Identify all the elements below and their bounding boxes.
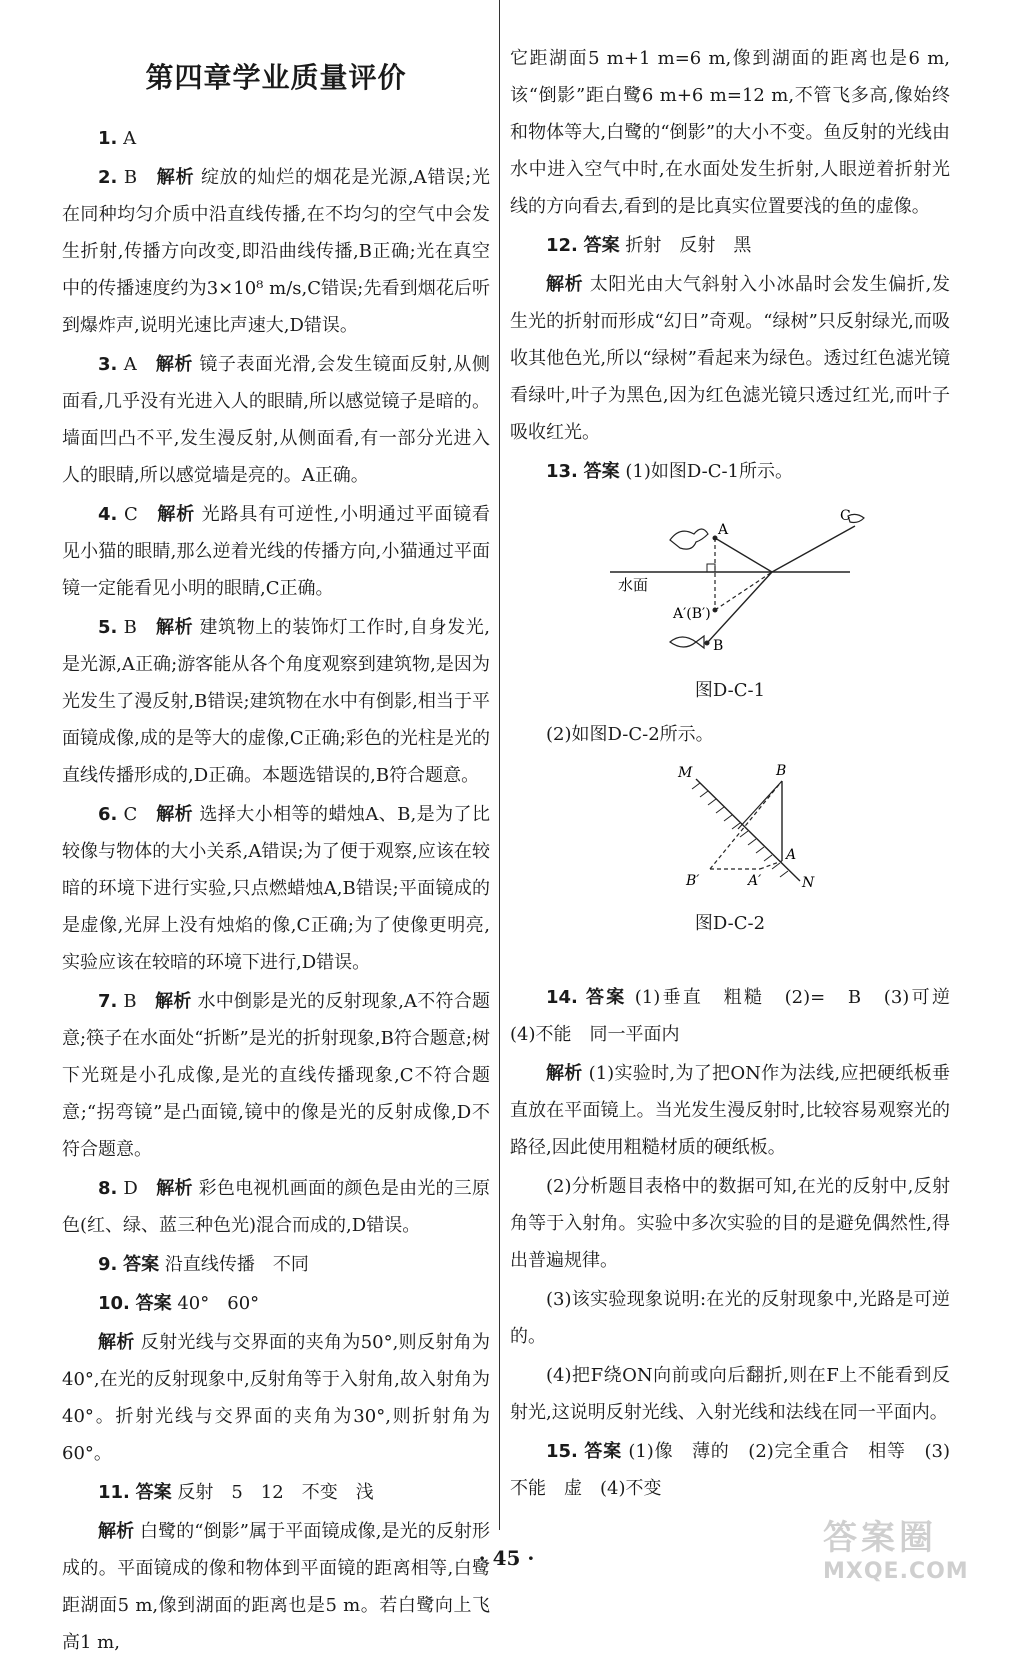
answer-text: (1)垂直 粗糙 (2)= B (3)可逆 (4)不能 同一平面内 xyxy=(510,987,968,1045)
answer-text: (3)该实验现象说明:在光的反射现象中,光路是可逆的。 xyxy=(510,1289,950,1347)
question-number: 7. xyxy=(98,991,118,1012)
answer-item xyxy=(62,1285,490,1322)
answer-text: (1)实验时,为了把ON作为法线,应把硬纸板垂直放在平面镜上。当光发生漫反射时,比较容易观察光的路径,因此使用粗糙材质的硬纸板。 xyxy=(510,1063,951,1158)
fig1-label-c: C xyxy=(840,508,851,524)
answer-item xyxy=(62,609,490,794)
keyword-label: 答案 xyxy=(123,1254,160,1275)
fig1-water-label: 水面 xyxy=(618,576,649,594)
choice-letter: B xyxy=(123,167,138,188)
answer-item xyxy=(62,496,490,607)
answer-text: 选择大小相等的蜡烛A、B,是为了比较像与物体的大小关系,A错误;为了便于观察,应该在较暗的环境下进行实验,只点燃蜡烛A,B错误;平面镜成的是虚像,光屏上没有烛焰的像,C正确;为了使像更明亮,实验应该在较暗的环境下进行,D错误。 xyxy=(62,804,490,973)
answer-item xyxy=(510,1281,950,1355)
answer-item xyxy=(510,1055,950,1166)
answer-item xyxy=(510,1433,950,1507)
answer-text: 绽放的灿烂的烟花是光源,A错误;光在同种均匀介质中沿直线传播,在不均匀的空气中会发生折射,传播方向改变,即沿曲线传播,B正确;光在真空中的传播速度约为3×10⁸ m/s,C错误;先看到烟花后听到爆炸声,说明光速比声速大,D错误。 xyxy=(62,167,491,336)
keyword-label: 解析 xyxy=(155,991,192,1012)
keyword-label: 解析 xyxy=(98,1521,135,1542)
left-answer-list xyxy=(62,120,490,1661)
watermark-logo-text: 答案圈 xyxy=(823,1518,937,1558)
left-column xyxy=(62,0,490,1663)
keyword-label: 答案 xyxy=(583,235,620,256)
right-answer-list xyxy=(510,40,950,490)
fig1-label-a-prime: A′(B′) xyxy=(673,606,711,622)
keyword-label: 答案 xyxy=(583,461,620,482)
fig2-label-b: B xyxy=(776,763,787,779)
question-number: 12. xyxy=(546,235,578,256)
question-number: 4. xyxy=(98,504,118,525)
fig1-label-b: B xyxy=(713,638,724,654)
choice-letter: C xyxy=(123,504,138,525)
answer-text: A xyxy=(123,128,137,149)
watermark-url: MXQE.COM xyxy=(823,1559,969,1584)
question-number: 9. xyxy=(98,1254,118,1275)
answer-item xyxy=(510,40,950,225)
answer-item xyxy=(62,159,490,344)
choice-letter: A xyxy=(123,354,137,375)
figure-d-c-1-diagram xyxy=(510,498,950,668)
figure-d-c-2-diagram xyxy=(510,761,950,901)
choice-letter: D xyxy=(123,1178,138,1199)
answer-text: 水中倒影是光的反射现象,A不符合题意;筷子在水面处“折断”是光的折射现象,B符合题意;树下光斑是小孔成像,是光的直线传播现象,C不符合题意;“拐弯镜”是凸面镜,镜中的像是光的反射成像,D不符合题意。 xyxy=(62,991,490,1160)
figure-d-c-2 xyxy=(510,761,950,939)
answer-text: (2)分析题目表格中的数据可知,在光的反射中,反射角等于入射角。实验中多次实验的目的是避免偶然性,得出普遍规律。 xyxy=(510,1176,950,1271)
q13-part2: (2)如图D-C-2所示。 xyxy=(546,724,714,745)
question-number: 6. xyxy=(98,804,118,825)
answer-item xyxy=(62,1170,490,1244)
answer-item xyxy=(62,346,490,494)
question-number: 14. xyxy=(546,987,578,1008)
answer-text: 40° 60° xyxy=(177,1293,260,1314)
answer-text: 光路具有可逆性,小明通过平面镜看见小猫的眼睛,那么逆着光线的传播方向,小猫通过平面镜一定能看见小明的眼睛,C正确。 xyxy=(62,504,490,599)
choice-letter: B xyxy=(123,617,137,638)
choice-letter: C xyxy=(123,804,138,825)
question-number: 13. xyxy=(546,461,578,482)
answer-text: 反射光线与交界面的夹角为50°,则反射角为40°,在光的反射现象中,反射角等于入射角,故入射角为40°。折射光线与交界面的夹角为30°,则折射角为60°。 xyxy=(62,1332,491,1464)
page-title: 第四章学业质量评价 xyxy=(145,61,407,94)
answer-text: 折射 反射 黑 xyxy=(625,235,752,256)
figure-d-c-2-caption: 图D-C-2 xyxy=(694,913,766,934)
answer-text: 镜子表面光滑,会发生镜面反射,从侧面看,几乎没有光进入人的眼睛,所以感觉镜子是暗的。墙面凹凸不平,发生漫反射,从侧面看,有一部分光进入人的眼睛,所以感觉墙是亮的。A正确。 xyxy=(62,354,490,486)
question-number: 2. xyxy=(98,167,118,188)
answer-item xyxy=(62,1324,490,1472)
answer-item xyxy=(62,1513,490,1661)
answer-item xyxy=(510,266,950,451)
answer-text: 太阳光由大气斜射入小冰晶时会发生偏折,发生光的折射而形成“幻日”奇观。“绿树”只反射绿光,而吸收其他色光,所以“绿树”看起来为绿色。透过红色滤光镜看绿叶,叶子为黑色,因为红色滤光镜只透过红光,而叶子吸收红光。 xyxy=(510,274,950,443)
keyword-label: 答案 xyxy=(135,1482,172,1503)
fig2-label-n: N xyxy=(802,875,815,891)
right-answer-list-2 xyxy=(510,979,968,1507)
choice-letter: B xyxy=(123,991,137,1012)
question-number: 1. xyxy=(98,128,118,149)
figure-d-c-1 xyxy=(510,498,950,706)
keyword-label: 解析 xyxy=(546,1063,583,1084)
answer-text: (1)像 薄的 (2)完全重合 相等 (3)不能 虚 (4)不变 xyxy=(510,1441,950,1499)
fig2-label-a: A xyxy=(786,847,797,863)
fig2-label-m: M xyxy=(678,765,693,781)
question-number: 3. xyxy=(98,354,118,375)
question-number: 15. xyxy=(546,1441,578,1462)
fig2-label-a-prime: A′ xyxy=(748,873,762,889)
keyword-label: 解析 xyxy=(156,167,195,188)
question-number: 10. xyxy=(98,1293,130,1314)
fig2-label-b-prime: B′ xyxy=(686,873,700,889)
answer-text: 沿直线传播 不同 xyxy=(164,1254,309,1275)
figure-d-c-1-caption: 图D-C-1 xyxy=(694,680,766,701)
keyword-label: 解析 xyxy=(156,804,194,825)
answer-item xyxy=(62,983,490,1168)
keyword-label: 答案 xyxy=(585,987,627,1008)
answer-item xyxy=(62,1246,490,1283)
column-divider xyxy=(499,0,500,1530)
keyword-label: 答案 xyxy=(584,1441,622,1462)
keyword-label: 解析 xyxy=(156,617,194,638)
answer-text: 白鹭的“倒影”属于平面镜成像,是光的反射形成的。平面镜成的像和物体到平面镜的距离相等,白鹭距湖面5 m,像到湖面的距离也是5 m。若白鹭向上飞高1 m, xyxy=(62,1521,491,1653)
fig1-label-a: A xyxy=(718,522,729,538)
answer-text: (4)把F绕ON向前或向后翻折,则在F上不能看到反射光,这说明反射光线、入射光线和法线在同一平面内。 xyxy=(510,1365,950,1423)
answer-item xyxy=(510,1168,950,1279)
answer-item xyxy=(62,1474,490,1511)
keyword-label: 解析 xyxy=(546,274,584,295)
answer-item xyxy=(62,796,490,981)
keyword-label: 解析 xyxy=(157,504,196,525)
answer-text: 彩色电视机画面的颜色是由光的三原色(红、绿、蓝三种色光)混合而成的,D错误。 xyxy=(62,1178,490,1236)
page-number: · 45 · xyxy=(478,1546,535,1570)
answer-item xyxy=(510,1357,950,1431)
keyword-label: 解析 xyxy=(156,1178,193,1199)
answer-item xyxy=(510,453,950,490)
answer-text: 建筑物上的装饰灯工作时,自身发光,是光源,A正确;游客能从各个角度观察到建筑物,是因为光发生了漫反射,B错误;建筑物在水中有倒影,相当于平面镜成像,成的是等大的虚像,C正确;彩色的光柱是光的直线传播形成的,D正确。本题选错误的,B符合题意。 xyxy=(62,617,490,786)
answer-item xyxy=(510,979,968,1053)
answer-item xyxy=(62,120,490,157)
answer-item xyxy=(510,227,950,264)
question-number: 11. xyxy=(98,1482,130,1503)
right-column xyxy=(510,0,968,1509)
keyword-label: 解析 xyxy=(98,1332,135,1353)
answer-text: 反射 5 12 不变 浅 xyxy=(177,1482,374,1503)
keyword-label: 答案 xyxy=(135,1293,172,1314)
question-number: 5. xyxy=(98,617,118,638)
answer-text: 它距湖面5 m+1 m=6 m,像到湖面的距离也是6 m,该“倒影”距白鹭6 m+6 m=12 m,不管飞多高,像始终和物体等大,白鹭的“倒影”的大小不变。鱼反射的光线由水中进入空气中时,在水面处发生折射,人眼逆着折射光线的方向看去,看到的是比真实位置要浅的鱼的虚像。 xyxy=(510,48,950,217)
watermark xyxy=(823,1510,973,1585)
question-number: 8. xyxy=(98,1178,118,1199)
answer-text: (1)如图D-C-1所示。 xyxy=(625,461,794,482)
keyword-label: 解析 xyxy=(155,354,193,375)
